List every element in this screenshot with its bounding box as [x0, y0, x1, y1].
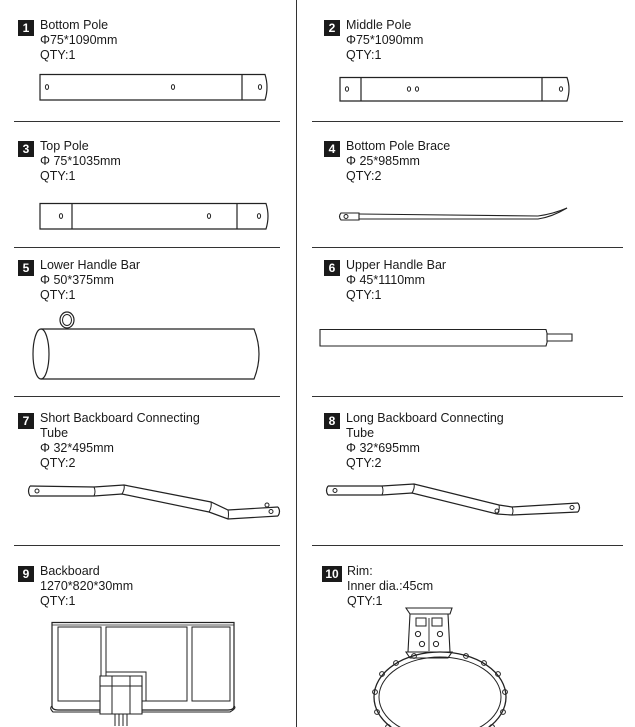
- part-spec: Φ75*1090mm: [346, 33, 424, 47]
- part-name: Backboard: [40, 564, 100, 578]
- part-name: Middle Pole: [346, 18, 412, 32]
- part-number-badge: 2: [324, 20, 340, 36]
- connecting-tube-icon: [326, 481, 582, 517]
- part-name: Upper Handle Bar: [346, 258, 447, 272]
- row-divider: [14, 247, 280, 248]
- part-number-badge: 10: [322, 566, 342, 582]
- row-divider: [14, 545, 280, 546]
- part-name: Lower Handle Bar: [40, 258, 141, 272]
- part-number-badge: 9: [18, 566, 34, 582]
- part-number-badge: 3: [18, 141, 34, 157]
- part-name: Bottom Pole: [40, 18, 109, 32]
- part-spec: Φ 50*375mm: [40, 273, 114, 287]
- part-number-badge: 7: [18, 413, 34, 429]
- part-name: Bottom Pole Brace: [346, 139, 451, 153]
- part-number-badge: 8: [324, 413, 340, 429]
- part-qty: QTY:2: [346, 456, 382, 470]
- part-name: Long Backboard Connecting: [346, 411, 504, 425]
- row-divider: [312, 545, 623, 546]
- part-name: Top Pole: [40, 139, 89, 153]
- part-qty: QTY:1: [40, 169, 76, 183]
- part-spec: Φ 25*985mm: [346, 154, 420, 168]
- row-divider: [312, 396, 623, 397]
- row-divider: [312, 247, 623, 248]
- row-divider: [14, 121, 280, 122]
- part-spec: Φ 32*495mm: [40, 441, 114, 455]
- rim-icon: [370, 604, 530, 727]
- part-name: Rim:: [347, 564, 373, 578]
- part-spec: Inner dia.:45cm: [347, 579, 434, 593]
- pole-icon: [40, 203, 272, 233]
- part-qty: QTY:1: [40, 288, 76, 302]
- part-spec: Φ 45*1110mm: [346, 273, 425, 287]
- part-qty: QTY:1: [346, 288, 382, 302]
- pole-icon: [340, 77, 572, 105]
- part-spec: Φ75*1090mm: [40, 33, 118, 47]
- part-name: Short Backboard Connecting: [40, 411, 200, 425]
- row-divider: [14, 396, 280, 397]
- part-qty: QTY:1: [40, 48, 76, 62]
- part-number-badge: 6: [324, 260, 340, 276]
- part-name-continued: Tube: [40, 426, 69, 440]
- part-qty: QTY:1: [40, 594, 76, 608]
- row-divider: [312, 121, 623, 122]
- part-name-continued: Tube: [346, 426, 375, 440]
- part-number-badge: 5: [18, 260, 34, 276]
- part-number-badge: 1: [18, 20, 34, 36]
- pole-icon: [40, 74, 270, 104]
- part-spec: Φ 75*1035mm: [40, 154, 121, 168]
- part-qty: QTY:2: [40, 456, 76, 470]
- handle-bar-icon: [30, 310, 266, 382]
- part-qty: QTY:2: [346, 169, 382, 183]
- part-qty: QTY:1: [347, 594, 383, 608]
- backboard-icon: [48, 622, 238, 727]
- brace-icon: [338, 205, 570, 229]
- part-spec: 1270*820*30mm: [40, 579, 134, 593]
- connecting-tube-icon: [28, 483, 282, 519]
- handle-bar-icon: [320, 329, 574, 349]
- part-qty: QTY:1: [346, 48, 382, 62]
- part-spec: Φ 32*695mm: [346, 441, 420, 455]
- column-divider: [296, 0, 297, 727]
- part-number-badge: 4: [324, 141, 340, 157]
